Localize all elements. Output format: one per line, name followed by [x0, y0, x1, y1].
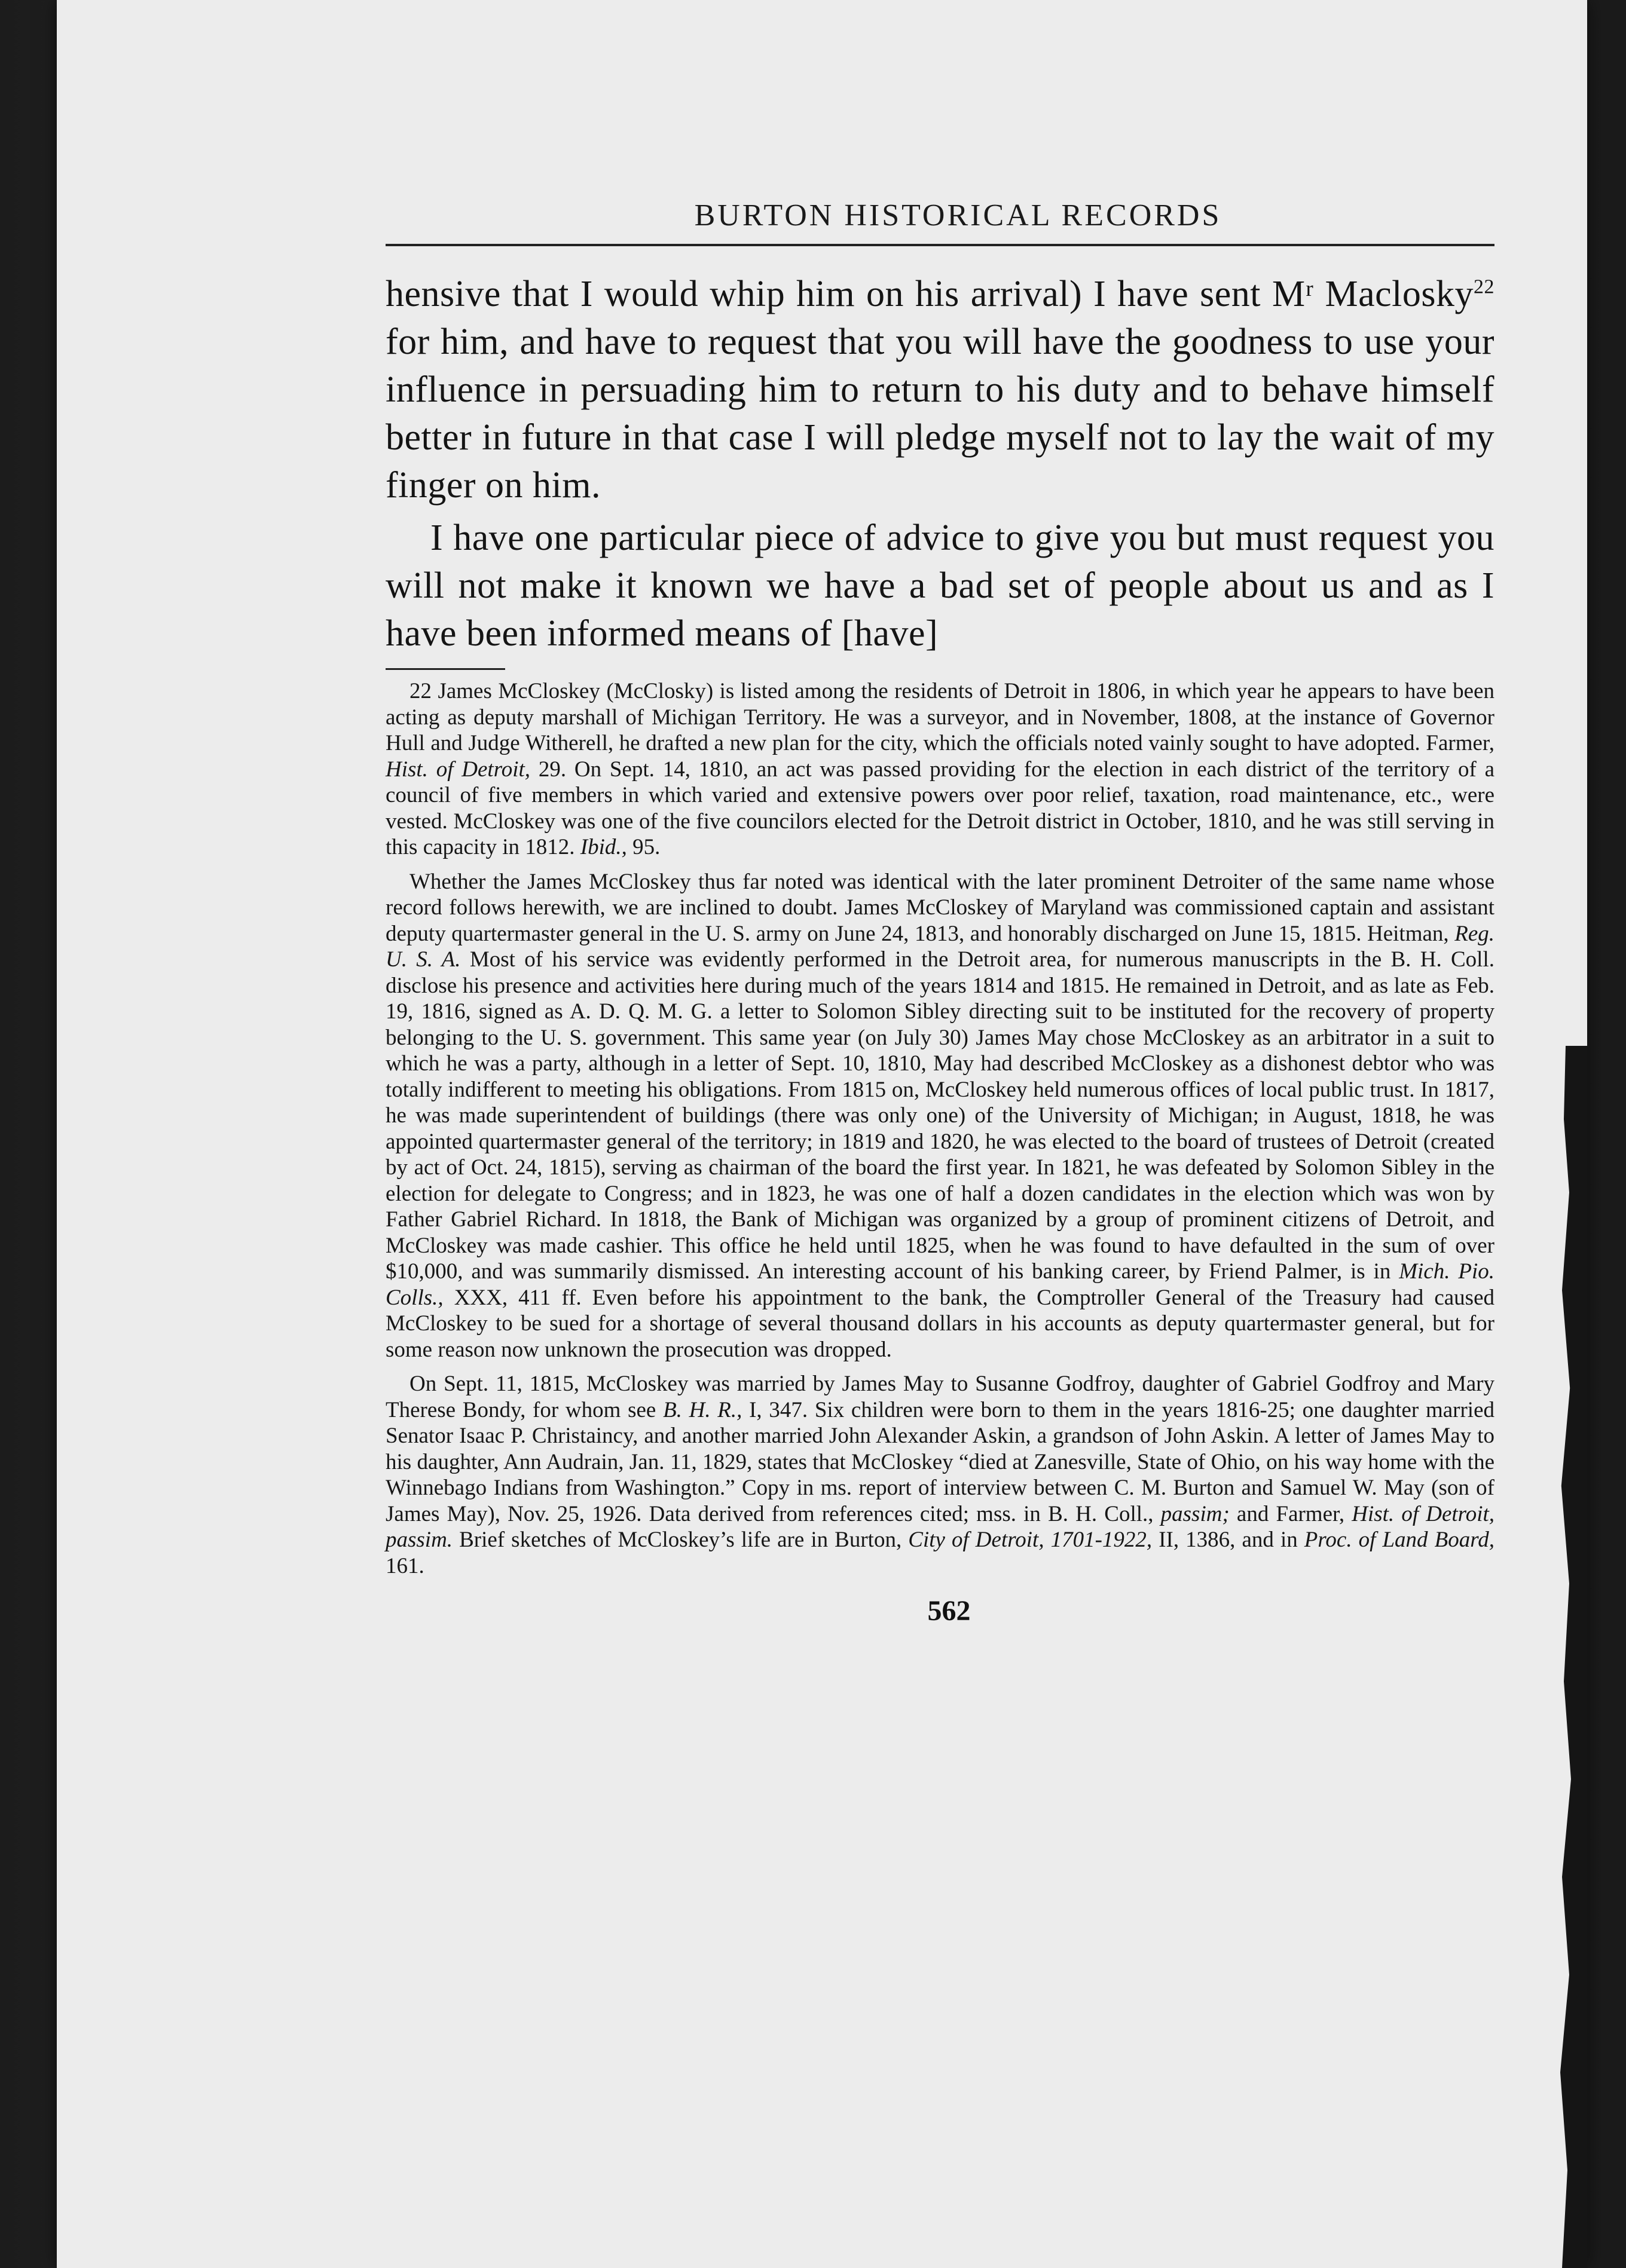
footnote-text: I, 347. Six children were born to them in the years 1816-25; one daughter married Senator Isaac P. Christaincy, and another married John Alexander Askin, a grandson of John Askin. A letter of James May to his daughter, Ann Audrain, Jan. 11, 1829, states that McCloskey “died at Zanesville, State of Ohio, on his way home with the Winnebago Indians from Washington.” Copy in ms. report of interview between C. M. Burton and Samuel W. May (son of James May), Nov. 25, 1926. Data derived from references cited; mss. in B. H. Coll., [386, 1397, 1494, 1526]
letter-paragraph-2: I have one particular piece of advice to give you but must request you will not make it known we have a bad set of people about us and as I have been informed means of [have] [386, 518, 1494, 654]
footnote-marker: 22 [409, 679, 432, 704]
footnote-text: On Sept. 11, 1815, McCloskey was married by James May to Susanne Godfroy, daughter of Gabriel Godfroy and Mary Therese Bondy, for whom see [386, 1372, 1494, 1422]
citation-title: Reg. U. S. A. [386, 921, 1494, 972]
page-content [386, 197, 1494, 1627]
citation-title: Hist. of Detroit, [386, 757, 531, 782]
citation-title: passim; [1160, 1501, 1230, 1526]
footnote-text: 161. [386, 1553, 424, 1578]
footnote-22-paragraph-2 [386, 869, 1494, 1363]
torn-page-edge [1551, 1046, 1587, 2268]
letter-text-part: hensive that I would whip him on his arrival) I have sent Mʳ Maclosky [386, 274, 1474, 315]
footnote-reference-22[interactable]: 22 [1474, 276, 1494, 298]
footnotes [386, 678, 1494, 1579]
footnote-22-paragraph-3 [386, 1371, 1494, 1579]
footnote-text: Whether the James McCloskey thus far noted was identical with the later prominent Detroiter of the same name whose record follows herewith, we are inclined to doubt. James McCloskey of Maryland was commissioned captain and assistant deputy quartermaster general in the U. S. army on June 24, 1813, and honorably discharged on June 15, 1815. Heitman, [386, 869, 1494, 946]
citation-title: B. H. R., [663, 1397, 742, 1422]
citation-title: City of Detroit, 1701-1922, [908, 1528, 1153, 1553]
footnote-text: XXX, 411 ff. Even before his appointment to the bank, the Comptroller General of the Treasury had caused McCloskey to be sued for a shortage of several thousand dollars in his accounts as deputy quartermaster general, but for some reason now unknown the prosecution was dropped. [386, 1285, 1494, 1362]
citation-title: Mich. Pio. Colls., [386, 1259, 1495, 1310]
citation-title: Ibid., [580, 835, 627, 860]
footnote-text: 95. [626, 835, 661, 860]
footnote-text: Brief sketches of McCloskey’s life are in Burton, [453, 1528, 909, 1553]
letter-text-part: for him, and have to request that you will have the goodness to use your influence in persuading him to return to his duty and to behave himself better in future in that case I will pledge myself not to lay the wait of my finger on him. [386, 322, 1494, 506]
letter-paragraph-1 [386, 270, 1494, 509]
footnote-text: II, 1386, and in [1152, 1528, 1304, 1553]
footnote-22-paragraph-1 [386, 678, 1494, 861]
header-rule [386, 244, 1494, 246]
letter-text [386, 270, 1494, 657]
footnote-rule [386, 668, 505, 670]
citation-title: Hist. of Detroit, passim. [386, 1501, 1495, 1553]
running-head: BURTON HISTORICAL RECORDS [694, 198, 1222, 232]
footnote-text: Most of his service was evidently performed in the Detroit area, for numerous manuscripts in the B. H. Coll. disclose his presence and activities here during much of the years 1814 and 1815. He remained in Detroit, and as late as Feb. 19, 1816, signed as A. D. Q. M. G. a letter to Solomon Sibley directing suit to be instituted for the recovery of property belonging to the U. S. government. This same year (on July 30) James May chose McCloskey as an arbitrator in a suit to which he was a party, although in a letter of Sept. 10, 1810, May had described McCloskey as a dishonest debtor who was totally indifferent to meeting his obligations. From 1815 on, McCloskey held numerous offices of local public trust. In 1817, he was made superintendent of buildings (there was only one) of the University of Michigan; in August, 1818, he was appointed quartermaster general of the territory; in 1819 and 1820, he was elected to the board of trustees of Detroit (created by act of Oct. 24, 1815), serving as chairman of the board the first year. In 1821, he was defeated by Solomon Sibley in the election for delegate to Congress; and in 1823, he was one of half a dozen candidates in the election which was won by Father Gabriel Richard. In 1818, the Bank of Michigan was organized by a group of prominent citizens of Detroit, and McCloskey was made cashier. This office he held until 1825, when he was found to have defaulted in the sum of over $10,000, and was summarily dismissed. An interesting account of his banking career, by Friend Palmer, is in [386, 947, 1494, 1284]
citation-title: Proc. of Land Board, [1304, 1528, 1494, 1553]
page-number: 562 [927, 1595, 971, 1627]
footnote-text: 29. On Sept. 14, 1810, an act was passed providing for the election in each district of the territory of a council of five members in which varied and extensive powers over poor relief, taxation, road maintenance, etc., were vested. McCloskey was one of the five councilors elected for the Detroit district in October, 1810, and he was still serving in this capacity in 1812. [386, 757, 1494, 860]
footnote-text: James McCloskey (McClosky) is listed among the residents of Detroit in 1806, in which year he appears to have been acting as deputy marshall of Michigan Territory. He was a surveyor, and in November, 1808, at the instance of Governor Hull and Judge Witherell, he drafted a new plan for the city, which the officials noted vainly sought to have adopted. Farmer, [386, 679, 1494, 756]
footnote-text: and Farmer, [1229, 1501, 1352, 1526]
